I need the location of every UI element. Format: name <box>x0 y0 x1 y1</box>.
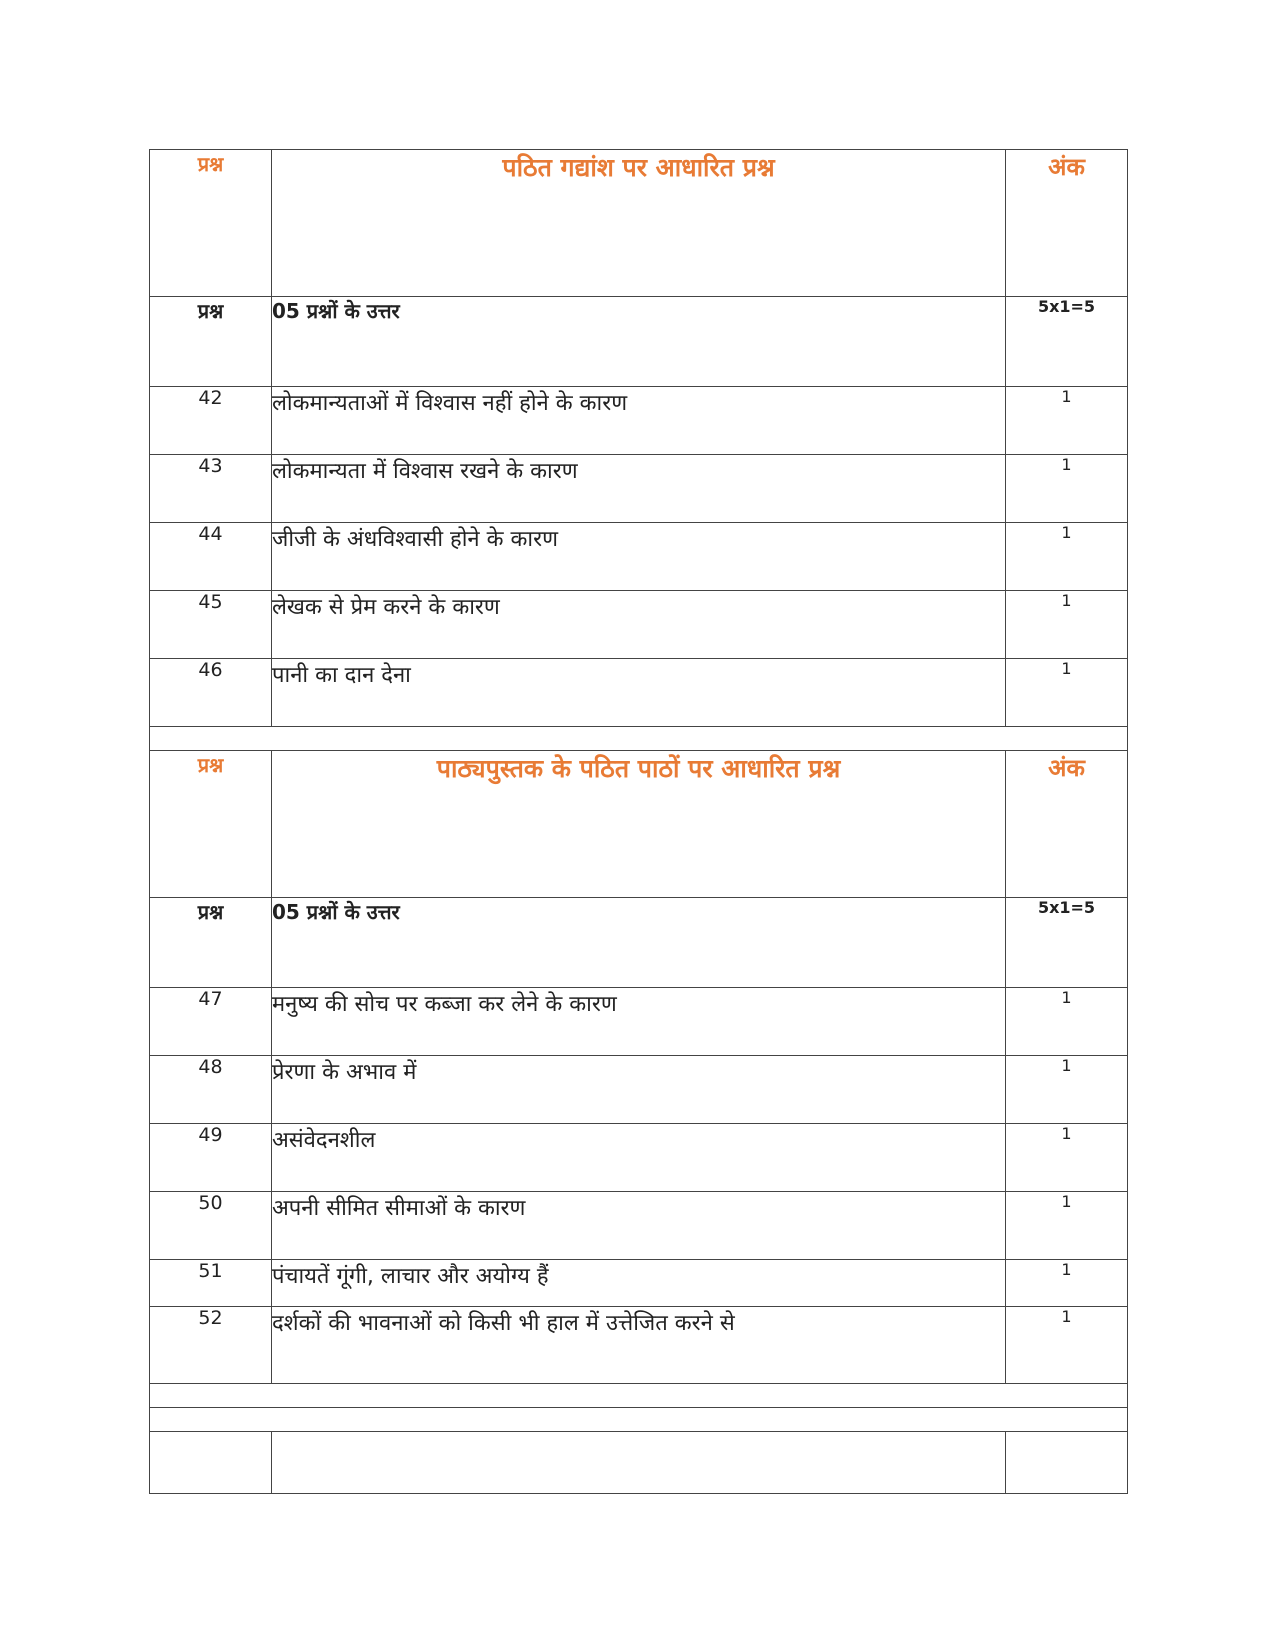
empty-cell <box>150 1432 272 1494</box>
answer-text: अपनी सीमित सीमाओं के कारण <box>272 1192 1006 1260</box>
table-row <box>150 1307 1128 1384</box>
table-row <box>150 988 1128 1056</box>
table-row <box>150 1192 1128 1260</box>
question-number: 50 <box>150 1192 272 1260</box>
marks-value: 1 <box>1006 523 1128 591</box>
marks-value: 1 <box>1006 988 1128 1056</box>
answer-text: लोकमान्यता में विश्वास रखने के कारण <box>272 455 1006 523</box>
table-row <box>150 455 1128 523</box>
question-number: 44 <box>150 523 272 591</box>
question-number: 49 <box>150 1124 272 1192</box>
subheader-marks-total: 5x1=5 <box>1006 297 1128 387</box>
answer-key-table <box>149 149 1128 1494</box>
section-1-header-row <box>150 150 1128 297</box>
table-row <box>150 1056 1128 1124</box>
answer-text: असंवेदनशील <box>272 1124 1006 1192</box>
marks-column-header: अंक <box>1006 150 1128 297</box>
question-number: 52 <box>150 1307 272 1384</box>
subheader-answer-label: 05 प्रश्नों के उत्तर <box>272 297 1006 387</box>
marks-value: 1 <box>1006 659 1128 727</box>
answer-text: पंचायतें गूंगी, लाचार और अयोग्य हैं <box>272 1260 1006 1307</box>
section-1-title: पठित गद्यांश पर आधारित प्रश्न <box>272 150 1006 297</box>
answer-text: लोकमान्यताओं में विश्वास नहीं होने के कारण <box>272 387 1006 455</box>
question-number: 47 <box>150 988 272 1056</box>
table-row <box>150 1260 1128 1307</box>
section-2-subheader-row <box>150 898 1128 988</box>
section-1-subheader-row <box>150 297 1128 387</box>
answer-text: पानी का दान देना <box>272 659 1006 727</box>
spacer-row <box>150 727 1128 751</box>
marks-value: 1 <box>1006 1056 1128 1124</box>
table-row <box>150 591 1128 659</box>
table-row <box>150 1124 1128 1192</box>
question-column-header: प्रश्न <box>150 751 272 898</box>
spacer-cell <box>150 727 1128 751</box>
marks-value: 1 <box>1006 591 1128 659</box>
question-number: 43 <box>150 455 272 523</box>
answer-text: प्रेरणा के अभाव में <box>272 1056 1006 1124</box>
marks-value: 1 <box>1006 387 1128 455</box>
subheader-marks-total: 5x1=5 <box>1006 898 1128 988</box>
section-2-title: पाठ्यपुस्तक के पठित पाठों पर आधारित प्रश्न <box>272 751 1006 898</box>
subheader-answer-label: 05 प्रश्नों के उत्तर <box>272 898 1006 988</box>
marks-value: 1 <box>1006 1124 1128 1192</box>
table-row <box>150 659 1128 727</box>
question-column-header: प्रश्न <box>150 150 272 297</box>
subheader-question-label: प्रश्न <box>150 297 272 387</box>
marks-value: 1 <box>1006 455 1128 523</box>
spacer-cell <box>150 1408 1128 1432</box>
empty-row <box>150 1432 1128 1494</box>
question-number: 46 <box>150 659 272 727</box>
question-number: 45 <box>150 591 272 659</box>
marks-value: 1 <box>1006 1192 1128 1260</box>
question-number: 42 <box>150 387 272 455</box>
answer-text: लेखक से प्रेम करने के कारण <box>272 591 1006 659</box>
spacer-row <box>150 1408 1128 1432</box>
subheader-question-label: प्रश्न <box>150 898 272 988</box>
empty-cell <box>1006 1432 1128 1494</box>
table-row <box>150 387 1128 455</box>
answer-text: दर्शकों की भावनाओं को किसी भी हाल में उत्तेजित करने से <box>272 1307 1006 1384</box>
spacer-cell <box>150 1384 1128 1408</box>
marks-column-header: अंक <box>1006 751 1128 898</box>
question-number: 48 <box>150 1056 272 1124</box>
empty-cell <box>272 1432 1006 1494</box>
marks-value: 1 <box>1006 1260 1128 1307</box>
answer-text: जीजी के अंधविश्वासी होने के कारण <box>272 523 1006 591</box>
answer-text: मनुष्य की सोच पर कब्जा कर लेने के कारण <box>272 988 1006 1056</box>
section-2-header-row <box>150 751 1128 898</box>
marks-value: 1 <box>1006 1307 1128 1384</box>
spacer-row <box>150 1384 1128 1408</box>
question-number: 51 <box>150 1260 272 1307</box>
table-row <box>150 523 1128 591</box>
